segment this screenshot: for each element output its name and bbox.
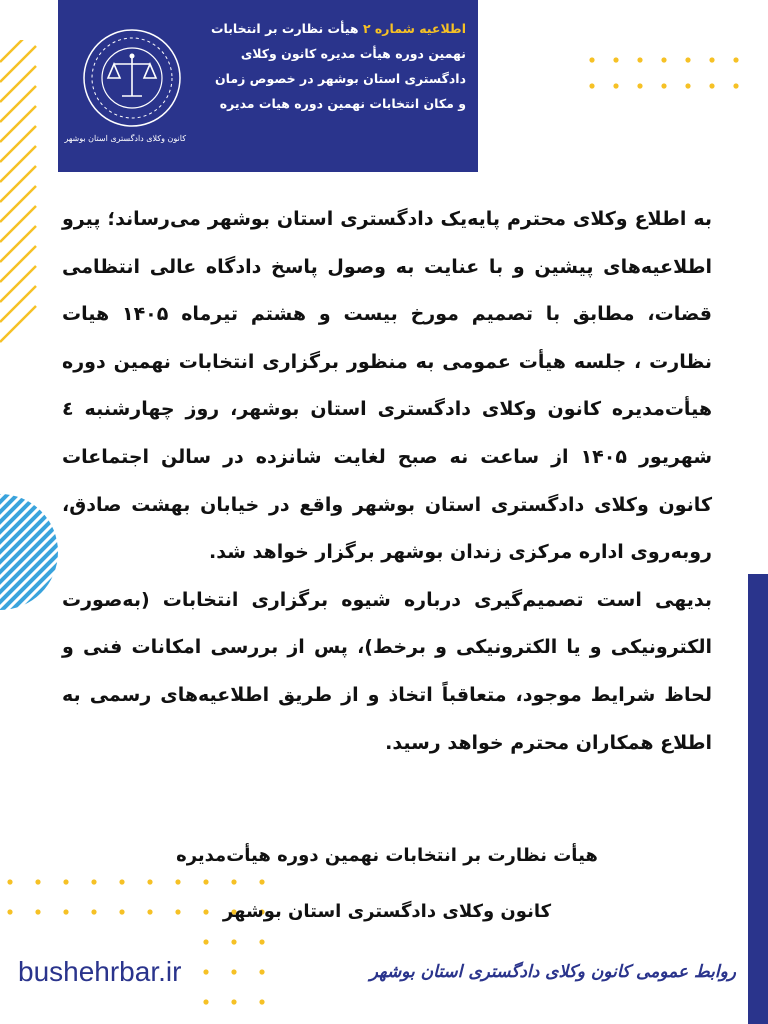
banner-line-2: نهمین دوره هیأت مدیره کانون وکلای — [240, 46, 466, 61]
left-striped-circle-decoration — [0, 492, 60, 612]
announcement-body — [62, 196, 712, 767]
emblem-icon — [78, 26, 186, 132]
bar-association-logo — [64, 26, 186, 150]
signature-line-1: هیأت نظارت بر انتخابات نهمین دوره هیأت‌مدیره — [176, 845, 598, 866]
banner-title — [176, 16, 466, 116]
logo-caption: کانون وکلای دادگستری استان بوشهر — [64, 134, 186, 143]
banner-line-1-rest: هیأت نظارت بر انتخابات — [210, 21, 363, 36]
left-stripes-decoration — [0, 40, 40, 350]
website-link[interactable]: bushehrbar.ir — [18, 956, 182, 987]
public-relations-credit: روابط عمومی کانون وکلای دادگستری استان بوشهر — [369, 962, 736, 982]
banner-line-1 — [176, 16, 466, 41]
body-paragraph-1: به اطلاع وکلای محترم پایه‌یک دادگستری استان بوشهر می‌رساند؛ پیرو اطلاعیه‌های پیشین و با عنایت به وصول پاسخ دادگاه عالی انتظامی قضات، مطابق با تصمیم مورخ بیست و هشتم تیرماه ۱۴۰۵ هیات نظارت ، جلسه هیأت عمومی به منظور برگزاری انتخابات نهمین دوره هیأت‌مدیره کانون وکلای دادگستری استان بوشهر، روز چهارشنبه ٤ شهریور ۱۴۰۵ از ساعت نه صبح لغایت شانزده در سالن اجتماعات کانون وکلای دادگستری استان بوشهر واقع در خیابان بهشت صادق، روبه‌روی اداره مرکزی زندان بوشهر برگزار خواهد شد. — [62, 208, 712, 564]
signature-line-2: کانون وکلای دادگستری استان بوشهر — [222, 901, 552, 922]
body-paragraph-2: بدیهی است تصمیم‌گیری درباره شیوه برگزاری انتخابات (به‌صورت الکترونیکی و یا الکترونیکی و برخط)، پس از بررسی امکانات فنی و لحاظ شرایط موجود، متعاقباً اتخاذ و از طریق اطلاعیه‌های رسمی به اطلاع همکاران محترم خواهد رسید. — [62, 588, 712, 754]
right-accent-bar — [748, 574, 768, 1024]
signature-block — [62, 828, 712, 940]
banner-line-3: دادگستری استان بوشهر در خصوص زمان — [215, 71, 466, 86]
header-banner — [58, 0, 478, 172]
top-right-dots-decoration — [586, 52, 756, 96]
banner-line-4: و مکان انتخابات نهمین دوره هیات مدیره — [219, 96, 466, 111]
announcement-number: اطلاعیه شماره ۲ — [362, 21, 466, 36]
